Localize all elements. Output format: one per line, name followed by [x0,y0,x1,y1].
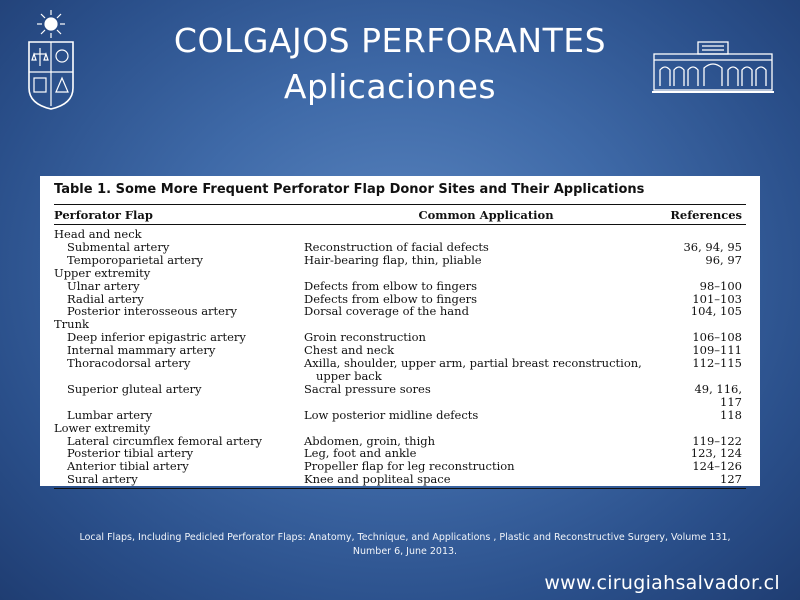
cell-common-application [304,228,676,241]
cell-perforator-flap: Trunk [54,317,89,332]
cell-perforator-flap: Radial artery [67,291,144,306]
cell-common-application: Abdomen, groin, thigh [304,433,436,448]
cell-common-application [304,267,676,280]
title-line-1: COLGAJOS PERFORANTES [173,21,607,60]
slide-title [130,18,650,110]
cell-perforator-flap: Upper extremity [54,265,151,280]
cell-references [676,228,746,241]
table-row [54,305,746,318]
citation [60,531,750,559]
cell-common-application: Defects from elbow to fingers [304,291,478,306]
cell-perforator-flap: Thoracodorsal artery [67,356,191,371]
cell-references [676,267,746,280]
table-group-row [54,267,746,280]
table-row [54,357,746,370]
cell-references [688,370,746,383]
cell-perforator-flap: Sural artery [67,472,138,487]
header-references: References [670,207,742,222]
cell-references: 109–111 [692,343,742,358]
hospital-building-icon [652,40,774,94]
cell-references: 36, 94, 95 [683,239,742,254]
cell-references [676,422,746,435]
cell-references: 124–126 [692,459,742,474]
cell-perforator-flap: Deep inferior epigastric artery [67,330,246,345]
table-row [54,254,746,267]
cell-common-application: Groin reconstruction [304,330,426,345]
university-crest-icon [24,10,78,110]
table-bottom-rule [54,488,746,489]
cell-references: 104, 105 [690,304,742,319]
table-body [54,225,746,486]
table-row [54,280,746,293]
cell-perforator-flap: Head and neck [54,227,142,241]
cell-common-application [304,422,676,435]
cell-common-application: Dorsal coverage of the hand [304,304,469,319]
cell-perforator-flap: Internal mammary artery [67,343,216,358]
footer-url: www.cirugiahsalvador.cl [544,572,780,594]
citation-line-1: Local Flaps, Including Pedicled Perforator Flaps: Anatomy, Technique, and Applications , Plastic and Reconstructive Surgery, Volume 131, [79,532,731,543]
cell-perforator-flap: Anterior tibial artery [67,459,189,474]
table-title: Table 1. Some More Frequent Perforator Flap Donor Sites and Their Applications [54,182,645,197]
cell-references: 49, 116, 117 [694,381,742,409]
cell-perforator-flap: Lumbar artery [67,407,153,422]
cell-common-application: Leg, foot and ankle [304,446,417,461]
header-perforator-flap: Perforator Flap [54,207,153,222]
cell-perforator-flap: Temporoparietal artery [67,252,203,267]
table-header-row [54,205,746,224]
cell-references: 119–122 [692,433,742,448]
cell-perforator-flap: Ulnar artery [67,278,140,293]
cell-perforator-flap: Lateral circumflex femoral artery [67,433,262,448]
cell-perforator-flap: Submental artery [67,239,170,254]
cell-common-application: Low posterior midline defects [304,407,479,422]
cell-common-application: Chest and neck [304,343,395,358]
table-group-row [54,422,746,435]
cell-common-application: Sacral pressure sores [304,381,431,396]
cell-perforator-flap: Superior gluteal artery [67,381,202,396]
table-group-row [54,228,746,241]
table-row [54,473,746,486]
table-row [54,370,746,383]
cell-references: 118 [720,407,742,422]
table-row [54,409,746,422]
cell-common-application: Reconstruction of facial defects [304,239,489,254]
cell-common-application: Knee and popliteal space [304,472,451,487]
table-row [54,241,746,254]
cell-common-application: Hair-bearing flap, thin, pliable [304,252,482,267]
cell-common-application: Axilla, shoulder, upper arm, partial breast reconstruction, [304,356,642,371]
cell-references: 98–100 [699,278,742,293]
cell-perforator-flap: Posterior tibial artery [67,446,194,461]
cell-references: 112–115 [692,356,742,371]
cell-common-application: Propeller flap for leg reconstruction [304,459,515,474]
cell-perforator-flap [54,370,304,383]
title-line-2: Aplicaciones [283,67,497,106]
header-common-application: Common Application [418,207,554,222]
cell-references: 123, 124 [690,446,742,461]
cell-references: 101–103 [692,291,742,306]
cell-perforator-flap: Posterior interosseous artery [67,304,237,319]
cell-common-application: upper back [316,368,382,383]
table-image-panel [40,176,760,486]
cell-common-application: Defects from elbow to fingers [304,278,478,293]
cell-references: 127 [720,472,742,487]
citation-line-2: Number 6, June 2013. [352,546,458,557]
cell-references: 106–108 [692,330,742,345]
table-row [54,383,746,409]
cell-perforator-flap: Lower extremity [54,420,151,435]
cell-references: 96, 97 [705,252,742,267]
